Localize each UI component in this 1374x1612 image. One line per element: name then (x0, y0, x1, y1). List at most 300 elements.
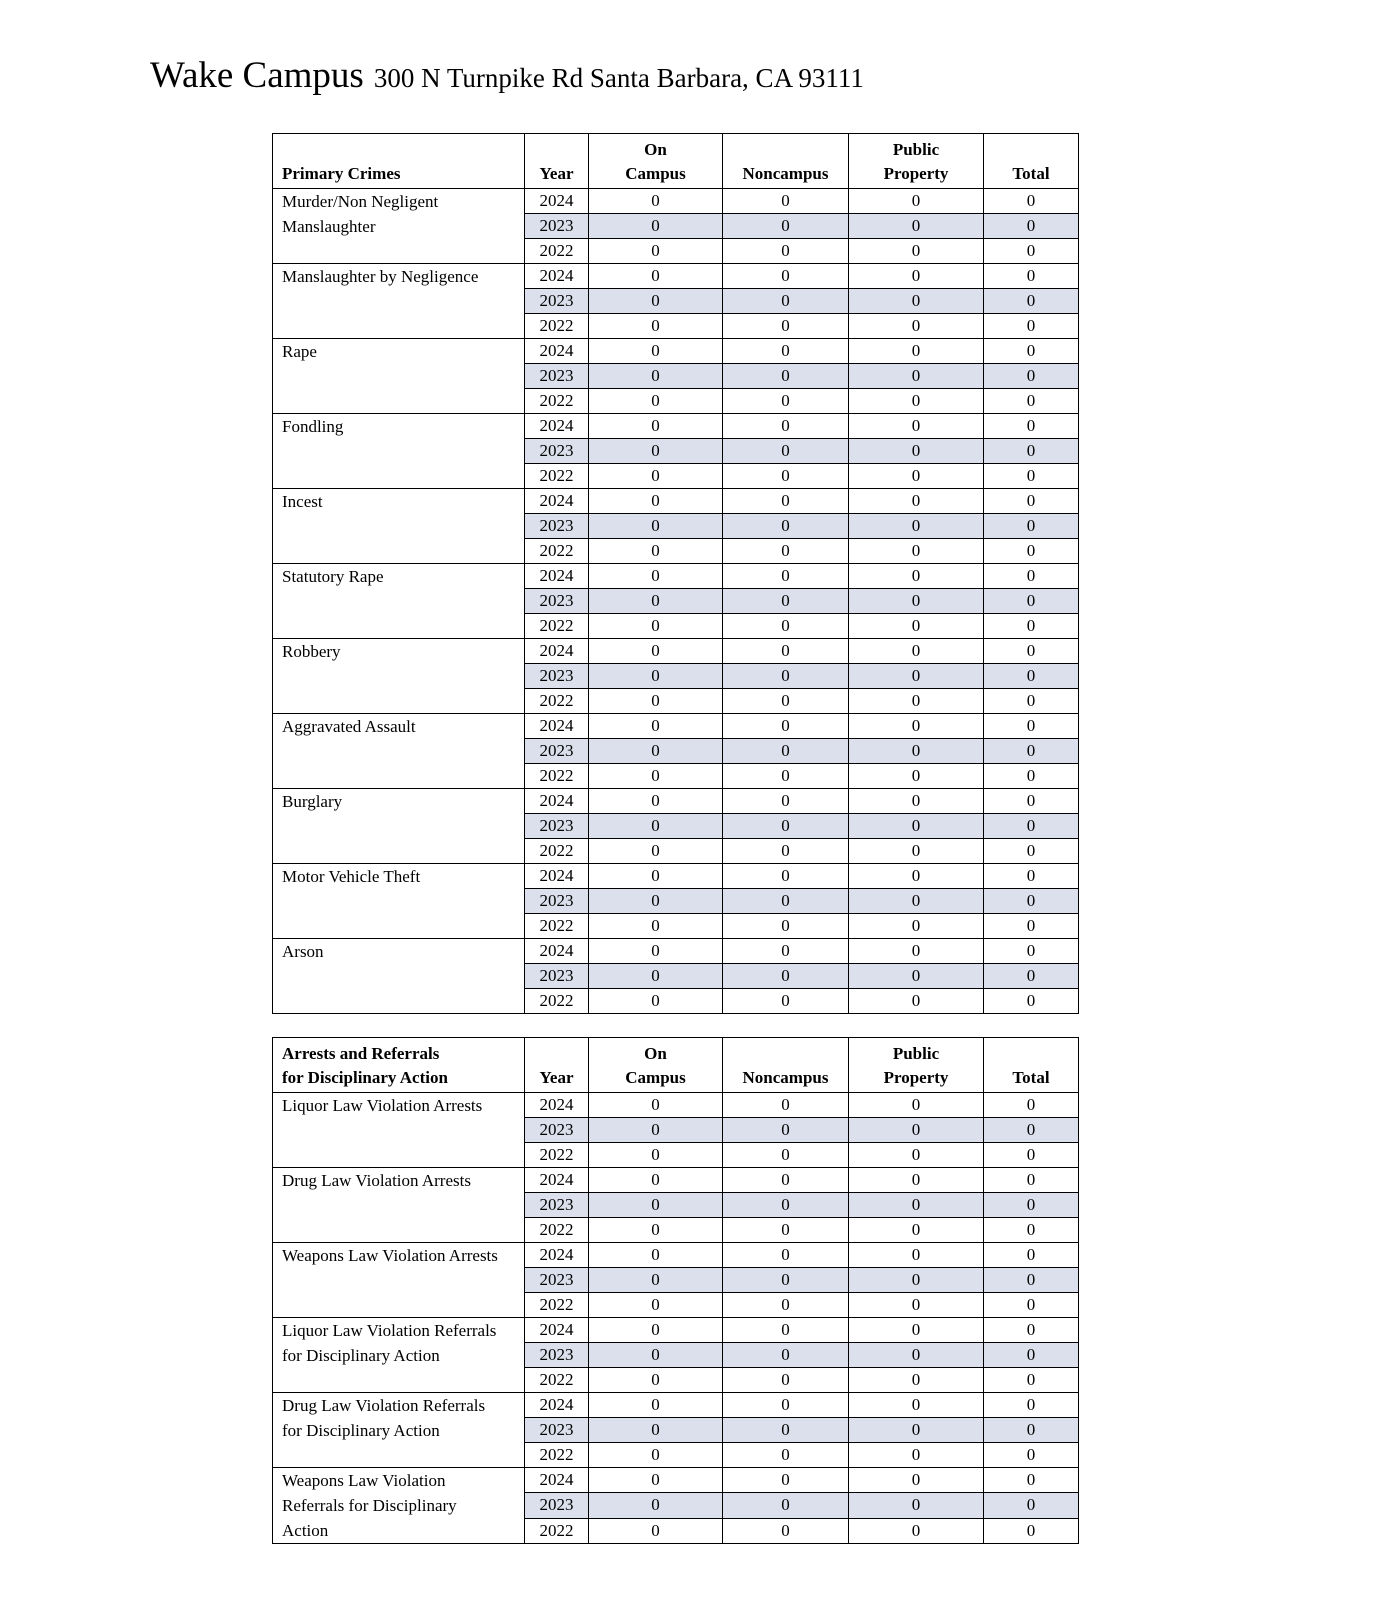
year-cell: 2023 (525, 1193, 589, 1218)
year-cell: 2024 (525, 1168, 589, 1193)
value-cell: 0 (723, 464, 849, 489)
value-cell: 0 (984, 289, 1079, 314)
value-cell: 0 (723, 889, 849, 914)
value-cell: 0 (589, 939, 723, 964)
year-cell: 2023 (525, 1118, 589, 1143)
category-cell: Burglary (273, 789, 525, 864)
column-header-public-property: Public Property (849, 134, 984, 189)
value-cell: 0 (589, 589, 723, 614)
value-cell: 0 (589, 1243, 723, 1268)
value-cell: 0 (723, 189, 849, 214)
value-cell: 0 (589, 1468, 723, 1493)
value-cell: 0 (849, 614, 984, 639)
value-cell: 0 (984, 1243, 1079, 1268)
value-cell: 0 (984, 264, 1079, 289)
year-cell: 2024 (525, 1243, 589, 1268)
value-cell: 0 (984, 489, 1079, 514)
data-row (273, 789, 1079, 814)
value-cell: 0 (589, 1293, 723, 1318)
year-cell: 2024 (525, 789, 589, 814)
value-cell: 0 (589, 1168, 723, 1193)
value-cell: 0 (723, 239, 849, 264)
value-cell: 0 (589, 739, 723, 764)
year-cell: 2022 (525, 539, 589, 564)
value-cell: 0 (849, 1268, 984, 1293)
value-cell: 0 (589, 839, 723, 864)
year-cell: 2024 (525, 189, 589, 214)
value-cell: 0 (984, 1343, 1079, 1368)
value-cell: 0 (589, 1193, 723, 1218)
value-cell: 0 (849, 589, 984, 614)
year-cell: 2022 (525, 1443, 589, 1468)
year-cell: 2023 (525, 289, 589, 314)
value-cell: 0 (723, 1443, 849, 1468)
value-cell: 0 (849, 1518, 984, 1543)
data-row (273, 714, 1079, 739)
year-cell: 2024 (525, 639, 589, 664)
value-cell: 0 (849, 939, 984, 964)
value-cell: 0 (849, 1243, 984, 1268)
value-cell: 0 (849, 764, 984, 789)
data-row (273, 264, 1079, 289)
value-cell: 0 (723, 1493, 849, 1518)
value-cell: 0 (849, 1193, 984, 1218)
year-cell: 2022 (525, 689, 589, 714)
value-cell: 0 (589, 389, 723, 414)
value-cell: 0 (723, 214, 849, 239)
value-cell: 0 (589, 439, 723, 464)
value-cell: 0 (589, 289, 723, 314)
value-cell: 0 (589, 1318, 723, 1343)
category-cell: Weapons Law Violation Referrals for Disciplinary Action (273, 1468, 525, 1544)
year-cell: 2023 (525, 664, 589, 689)
header-row (273, 134, 1079, 189)
value-cell: 0 (849, 414, 984, 439)
value-cell: 0 (984, 1368, 1079, 1393)
value-cell: 0 (849, 1443, 984, 1468)
year-cell: 2023 (525, 1268, 589, 1293)
value-cell: 0 (984, 464, 1079, 489)
value-cell: 0 (723, 989, 849, 1014)
value-cell: 0 (849, 1168, 984, 1193)
value-cell: 0 (723, 264, 849, 289)
value-cell: 0 (723, 1143, 849, 1168)
data-row (273, 414, 1079, 439)
category-cell: Robbery (273, 639, 525, 714)
value-cell: 0 (589, 1368, 723, 1393)
value-cell: 0 (723, 589, 849, 614)
value-cell: 0 (723, 1243, 849, 1268)
value-cell: 0 (723, 914, 849, 939)
value-cell: 0 (984, 1193, 1079, 1218)
year-cell: 2024 (525, 1393, 589, 1418)
value-cell: 0 (849, 739, 984, 764)
value-cell: 0 (589, 614, 723, 639)
value-cell: 0 (589, 1093, 723, 1118)
primary-crimes-table (272, 133, 1079, 1014)
year-cell: 2022 (525, 764, 589, 789)
year-cell: 2023 (525, 364, 589, 389)
year-cell: 2022 (525, 839, 589, 864)
year-cell: 2022 (525, 1143, 589, 1168)
value-cell: 0 (723, 789, 849, 814)
value-cell: 0 (723, 614, 849, 639)
value-cell: 0 (589, 414, 723, 439)
value-cell: 0 (984, 1518, 1079, 1543)
value-cell: 0 (849, 464, 984, 489)
year-cell: 2023 (525, 589, 589, 614)
data-row (273, 1243, 1079, 1268)
category-cell: Liquor Law Violation Arrests (273, 1093, 525, 1168)
year-cell: 2022 (525, 314, 589, 339)
value-cell: 0 (589, 364, 723, 389)
year-cell: 2024 (525, 1468, 589, 1493)
value-cell: 0 (984, 314, 1079, 339)
value-cell: 0 (984, 664, 1079, 689)
value-cell: 0 (849, 639, 984, 664)
data-row (273, 1393, 1079, 1418)
value-cell: 0 (589, 489, 723, 514)
value-cell: 0 (984, 1268, 1079, 1293)
value-cell: 0 (984, 1443, 1079, 1468)
year-cell: 2022 (525, 1368, 589, 1393)
value-cell: 0 (589, 514, 723, 539)
value-cell: 0 (849, 964, 984, 989)
value-cell: 0 (984, 539, 1079, 564)
value-cell: 0 (723, 1268, 849, 1293)
value-cell: 0 (984, 439, 1079, 464)
value-cell: 0 (589, 639, 723, 664)
category-cell: Liquor Law Violation Referrals for Disciplinary Action (273, 1318, 525, 1393)
year-cell: 2023 (525, 214, 589, 239)
year-cell: 2022 (525, 464, 589, 489)
value-cell: 0 (984, 189, 1079, 214)
column-header-total: Total (984, 134, 1079, 189)
value-cell: 0 (849, 1368, 984, 1393)
header-row (273, 1038, 1079, 1093)
document-title (150, 54, 864, 97)
year-cell: 2023 (525, 439, 589, 464)
column-header-noncampus: Noncampus (723, 1038, 849, 1093)
category-cell: Drug Law Violation Referrals for Disciplinary Action (273, 1393, 525, 1468)
value-cell: 0 (849, 1118, 984, 1143)
value-cell: 0 (849, 1218, 984, 1243)
value-cell: 0 (849, 839, 984, 864)
value-cell: 0 (849, 1343, 984, 1368)
value-cell: 0 (984, 389, 1079, 414)
value-cell: 0 (849, 364, 984, 389)
value-cell: 0 (849, 714, 984, 739)
data-row (273, 1318, 1079, 1343)
value-cell: 0 (589, 189, 723, 214)
value-cell: 0 (589, 564, 723, 589)
value-cell: 0 (589, 789, 723, 814)
value-cell: 0 (849, 439, 984, 464)
value-cell: 0 (589, 964, 723, 989)
value-cell: 0 (984, 514, 1079, 539)
value-cell: 0 (849, 489, 984, 514)
value-cell: 0 (984, 1418, 1079, 1443)
value-cell: 0 (849, 914, 984, 939)
value-cell: 0 (723, 1518, 849, 1543)
value-cell: 0 (723, 1093, 849, 1118)
category-cell: Manslaughter by Negligence (273, 264, 525, 339)
value-cell: 0 (723, 1468, 849, 1493)
year-cell: 2023 (525, 1493, 589, 1518)
value-cell: 0 (849, 564, 984, 589)
value-cell: 0 (723, 1168, 849, 1193)
value-cell: 0 (849, 514, 984, 539)
value-cell: 0 (589, 464, 723, 489)
year-cell: 2022 (525, 1293, 589, 1318)
category-cell: Rape (273, 339, 525, 414)
value-cell: 0 (589, 914, 723, 939)
value-cell: 0 (984, 339, 1079, 364)
value-cell: 0 (849, 889, 984, 914)
column-header-on-campus: On Campus (589, 134, 723, 189)
category-cell: Arson (273, 939, 525, 1014)
value-cell: 0 (849, 1293, 984, 1318)
value-cell: 0 (589, 1493, 723, 1518)
category-cell: Weapons Law Violation Arrests (273, 1243, 525, 1318)
value-cell: 0 (984, 1093, 1079, 1118)
value-cell: 0 (723, 814, 849, 839)
value-cell: 0 (589, 864, 723, 889)
value-cell: 0 (723, 1193, 849, 1218)
value-cell: 0 (984, 739, 1079, 764)
value-cell: 0 (984, 414, 1079, 439)
value-cell: 0 (984, 964, 1079, 989)
value-cell: 0 (849, 264, 984, 289)
value-cell: 0 (723, 964, 849, 989)
value-cell: 0 (589, 1268, 723, 1293)
year-cell: 2024 (525, 264, 589, 289)
year-cell: 2024 (525, 864, 589, 889)
value-cell: 0 (723, 289, 849, 314)
value-cell: 0 (723, 1218, 849, 1243)
value-cell: 0 (984, 364, 1079, 389)
value-cell: 0 (984, 914, 1079, 939)
value-cell: 0 (849, 1093, 984, 1118)
value-cell: 0 (849, 539, 984, 564)
data-row (273, 1168, 1079, 1193)
data-row (273, 864, 1079, 889)
value-cell: 0 (589, 1518, 723, 1543)
value-cell: 0 (589, 889, 723, 914)
value-cell: 0 (723, 339, 849, 364)
value-cell: 0 (723, 439, 849, 464)
value-cell: 0 (849, 314, 984, 339)
value-cell: 0 (589, 989, 723, 1014)
value-cell: 0 (984, 1468, 1079, 1493)
value-cell: 0 (589, 339, 723, 364)
value-cell: 0 (984, 1393, 1079, 1418)
value-cell: 0 (849, 1493, 984, 1518)
column-header-noncampus: Noncampus (723, 134, 849, 189)
year-cell: 2024 (525, 489, 589, 514)
value-cell: 0 (984, 1293, 1079, 1318)
value-cell: 0 (984, 1168, 1079, 1193)
value-cell: 0 (723, 1293, 849, 1318)
value-cell: 0 (723, 539, 849, 564)
value-cell: 0 (589, 689, 723, 714)
data-row (273, 1093, 1079, 1118)
value-cell: 0 (984, 614, 1079, 639)
value-cell: 0 (849, 864, 984, 889)
value-cell: 0 (984, 589, 1079, 614)
category-cell: Motor Vehicle Theft (273, 864, 525, 939)
year-cell: 2023 (525, 1418, 589, 1443)
value-cell: 0 (984, 839, 1079, 864)
year-cell: 2023 (525, 739, 589, 764)
value-cell: 0 (723, 564, 849, 589)
value-cell: 0 (723, 839, 849, 864)
value-cell: 0 (589, 314, 723, 339)
column-header-year: Year (525, 1038, 589, 1093)
value-cell: 0 (984, 689, 1079, 714)
category-cell: Statutory Rape (273, 564, 525, 639)
value-cell: 0 (849, 1468, 984, 1493)
value-cell: 0 (589, 664, 723, 689)
value-cell: 0 (849, 1393, 984, 1418)
value-cell: 0 (723, 364, 849, 389)
value-cell: 0 (589, 1143, 723, 1168)
value-cell: 0 (589, 214, 723, 239)
value-cell: 0 (589, 1218, 723, 1243)
year-cell: 2023 (525, 814, 589, 839)
year-cell: 2024 (525, 1318, 589, 1343)
value-cell: 0 (589, 1418, 723, 1443)
category-cell: Murder/Non Negligent Manslaughter (273, 189, 525, 264)
value-cell: 0 (984, 564, 1079, 589)
data-row (273, 639, 1079, 664)
value-cell: 0 (723, 414, 849, 439)
year-cell: 2022 (525, 389, 589, 414)
campus-name: Wake Campus (150, 55, 364, 96)
value-cell: 0 (723, 1318, 849, 1343)
column-header-year: Year (525, 134, 589, 189)
value-cell: 0 (589, 264, 723, 289)
value-cell: 0 (984, 889, 1079, 914)
column-header-public-property: Public Property (849, 1038, 984, 1093)
year-cell: 2023 (525, 889, 589, 914)
value-cell: 0 (723, 1368, 849, 1393)
data-row (273, 564, 1079, 589)
year-cell: 2024 (525, 939, 589, 964)
campus-address: 300 N Turnpike Rd Santa Barbara, CA 93111 (373, 63, 864, 93)
table-title: Arrests and Referrals for Disciplinary Action (273, 1038, 525, 1093)
value-cell: 0 (589, 1118, 723, 1143)
value-cell: 0 (849, 1418, 984, 1443)
value-cell: 0 (589, 539, 723, 564)
arrests-referrals-table (272, 1037, 1079, 1544)
year-cell: 2022 (525, 239, 589, 264)
value-cell: 0 (723, 689, 849, 714)
value-cell: 0 (984, 239, 1079, 264)
year-cell: 2022 (525, 989, 589, 1014)
value-cell: 0 (984, 789, 1079, 814)
value-cell: 0 (589, 1343, 723, 1368)
year-cell: 2022 (525, 614, 589, 639)
value-cell: 0 (849, 1143, 984, 1168)
value-cell: 0 (849, 1318, 984, 1343)
value-cell: 0 (984, 1143, 1079, 1168)
column-header-total: Total (984, 1038, 1079, 1093)
value-cell: 0 (723, 664, 849, 689)
value-cell: 0 (723, 639, 849, 664)
year-cell: 2024 (525, 564, 589, 589)
value-cell: 0 (849, 239, 984, 264)
value-cell: 0 (849, 814, 984, 839)
value-cell: 0 (984, 814, 1079, 839)
value-cell: 0 (984, 639, 1079, 664)
value-cell: 0 (723, 739, 849, 764)
value-cell: 0 (589, 814, 723, 839)
value-cell: 0 (849, 339, 984, 364)
value-cell: 0 (849, 289, 984, 314)
value-cell: 0 (984, 764, 1079, 789)
value-cell: 0 (984, 214, 1079, 239)
value-cell: 0 (984, 1493, 1079, 1518)
value-cell: 0 (984, 714, 1079, 739)
year-cell: 2023 (525, 514, 589, 539)
value-cell: 0 (723, 389, 849, 414)
value-cell: 0 (984, 989, 1079, 1014)
value-cell: 0 (723, 1343, 849, 1368)
value-cell: 0 (984, 1118, 1079, 1143)
category-cell: Fondling (273, 414, 525, 489)
year-cell: 2023 (525, 964, 589, 989)
value-cell: 0 (589, 239, 723, 264)
data-row (273, 1468, 1079, 1493)
value-cell: 0 (723, 1393, 849, 1418)
value-cell: 0 (723, 514, 849, 539)
year-cell: 2022 (525, 914, 589, 939)
value-cell: 0 (723, 714, 849, 739)
value-cell: 0 (723, 939, 849, 964)
category-cell: Aggravated Assault (273, 714, 525, 789)
value-cell: 0 (849, 689, 984, 714)
data-row (273, 189, 1079, 214)
year-cell: 2022 (525, 1218, 589, 1243)
value-cell: 0 (589, 1393, 723, 1418)
column-header-on-campus: On Campus (589, 1038, 723, 1093)
category-cell: Drug Law Violation Arrests (273, 1168, 525, 1243)
value-cell: 0 (723, 1118, 849, 1143)
data-row (273, 339, 1079, 364)
year-cell: 2024 (525, 714, 589, 739)
value-cell: 0 (723, 764, 849, 789)
value-cell: 0 (984, 1318, 1079, 1343)
category-cell: Incest (273, 489, 525, 564)
value-cell: 0 (984, 939, 1079, 964)
value-cell: 0 (849, 789, 984, 814)
year-cell: 2022 (525, 1518, 589, 1543)
value-cell: 0 (849, 989, 984, 1014)
value-cell: 0 (589, 764, 723, 789)
value-cell: 0 (984, 864, 1079, 889)
value-cell: 0 (984, 1218, 1079, 1243)
value-cell: 0 (723, 864, 849, 889)
year-cell: 2024 (525, 339, 589, 364)
year-cell: 2024 (525, 1093, 589, 1118)
value-cell: 0 (849, 664, 984, 689)
value-cell: 0 (723, 314, 849, 339)
year-cell: 2023 (525, 1343, 589, 1368)
value-cell: 0 (849, 389, 984, 414)
year-cell: 2024 (525, 414, 589, 439)
table-title: Primary Crimes (273, 134, 525, 189)
